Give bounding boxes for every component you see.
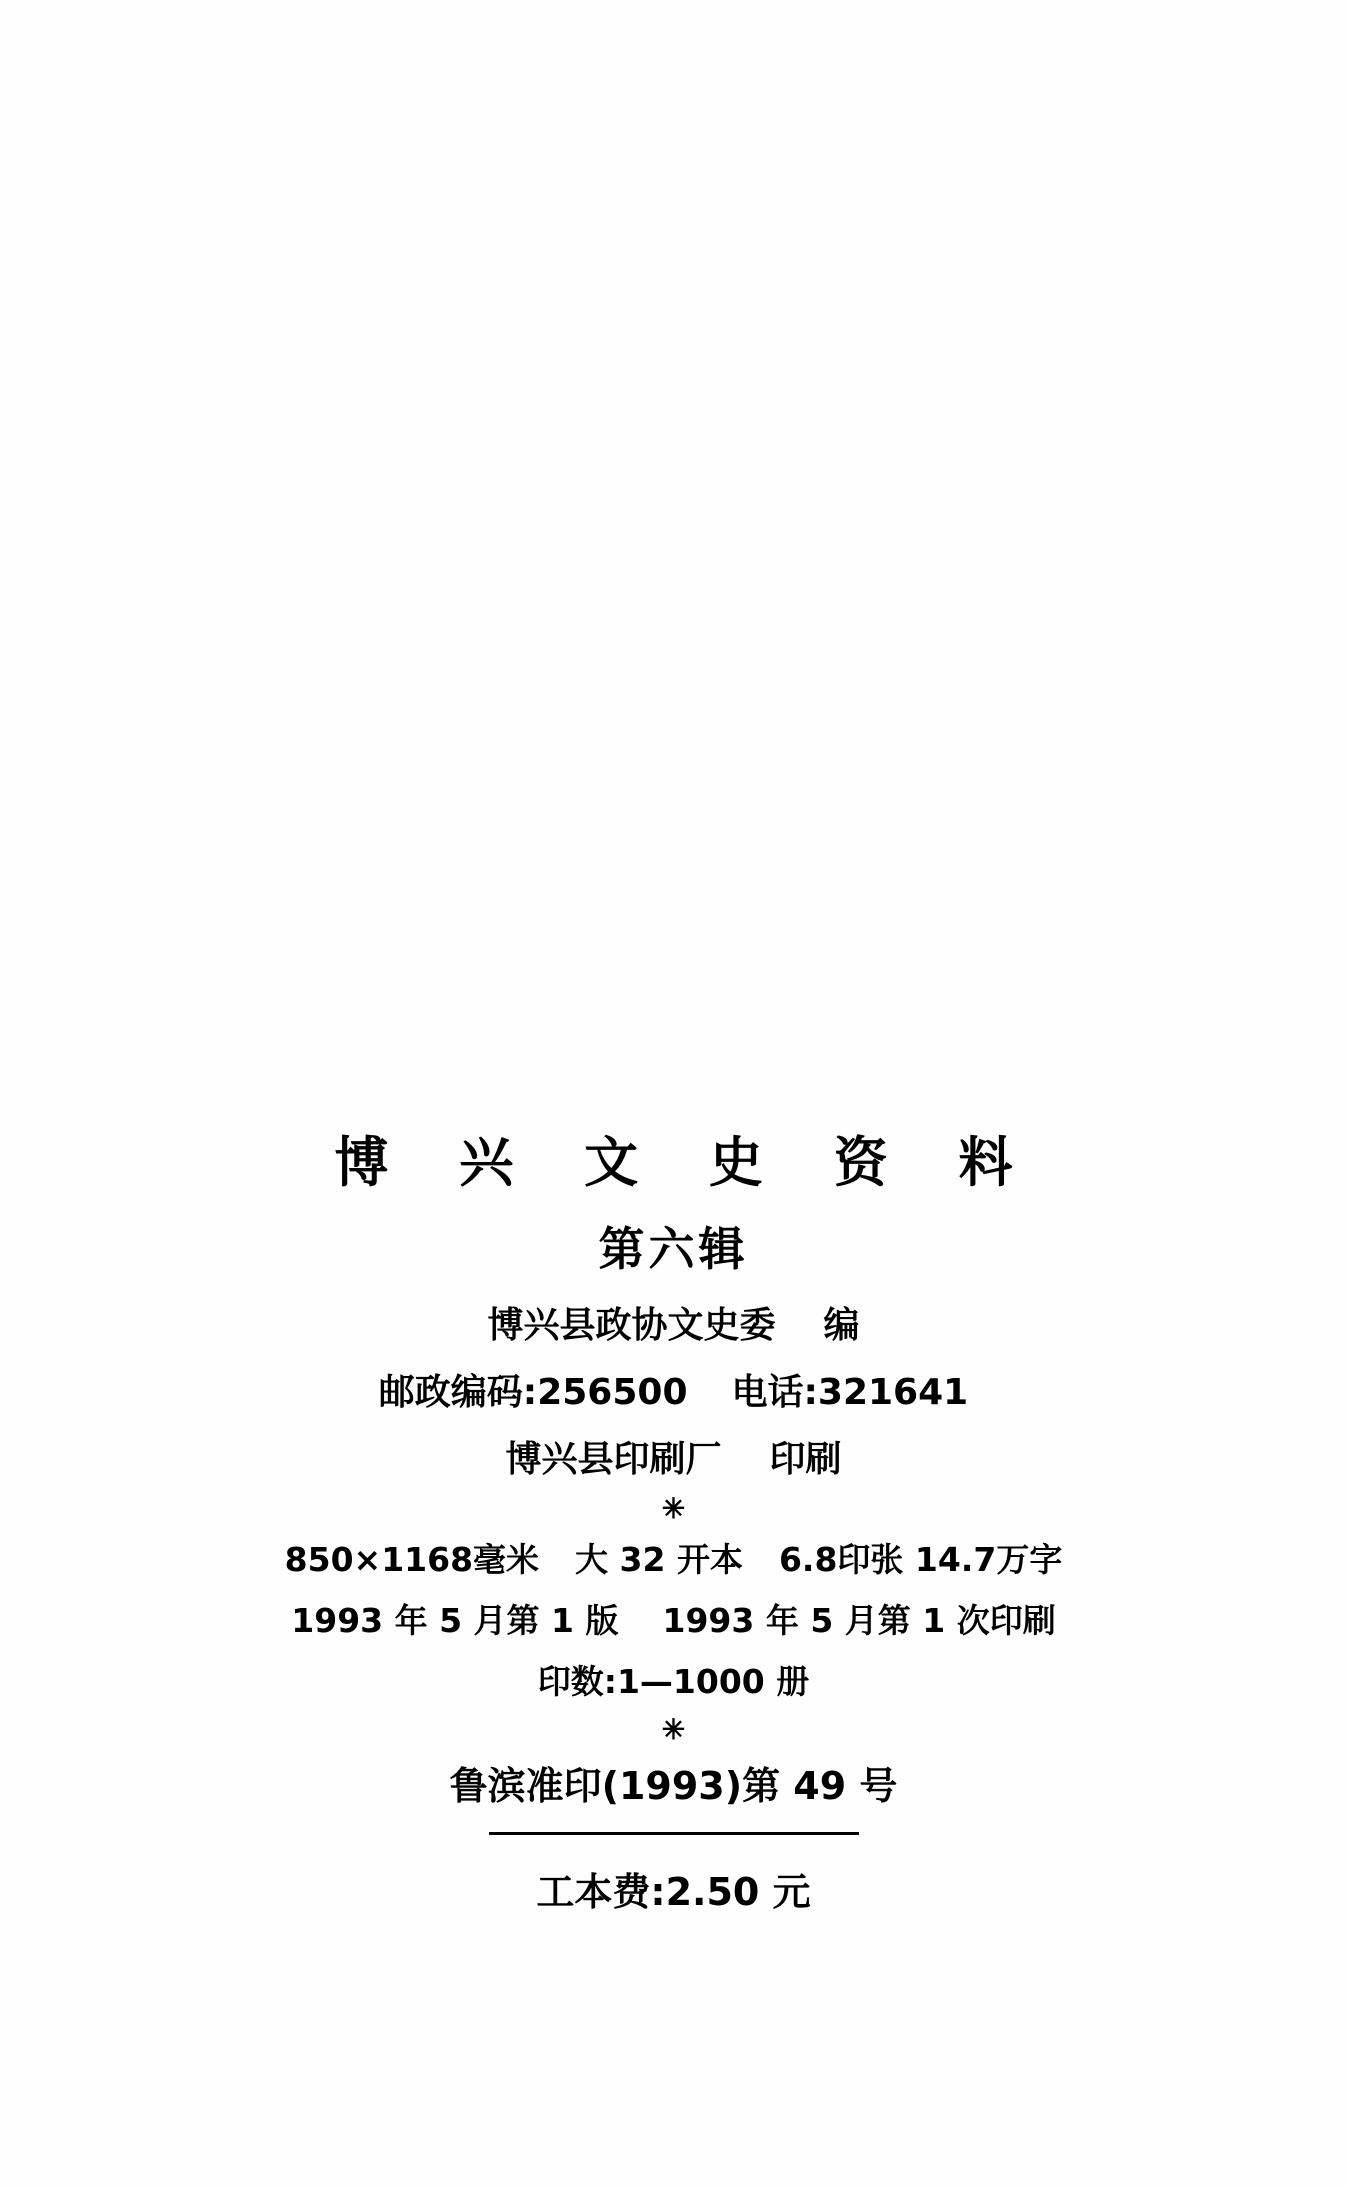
printing-role: 印刷 <box>769 1439 842 1480</box>
editor-role: 编 <box>823 1305 860 1346</box>
book-format: 大 32 开本 <box>575 1540 743 1579</box>
editor-line <box>0 1297 1347 1348</box>
print-date: 1993 年 5 月第 1 次印刷 <box>662 1601 1056 1640</box>
printing-house: 博兴县印刷厂 <box>505 1439 722 1480</box>
colophon-block <box>0 1120 1347 1916</box>
approval-number: 鲁滨准印(1993)第 49 号 <box>449 1764 898 1808</box>
horizontal-rule <box>489 1832 859 1835</box>
book-title: 博 兴 文 史 资 料 <box>334 1131 1039 1194</box>
asterisk-divider-icon-2: ✳ <box>661 1713 686 1746</box>
edition-line <box>0 1595 1347 1642</box>
specification-line <box>0 1534 1347 1581</box>
price-label: 工本费:2.50 元 <box>536 1870 811 1914</box>
telephone: 电话:321641 <box>731 1372 969 1413</box>
print-run: 印数:1—1000 册 <box>537 1662 810 1701</box>
edition-date: 1993 年 5 月第 1 版 <box>291 1601 619 1640</box>
asterisk-divider-icon: ✳ <box>661 1492 686 1525</box>
printer-line <box>0 1431 1347 1482</box>
volume-number: 第六辑 <box>598 1222 749 1276</box>
sheets-and-words: 6.8印张 14.7万字 <box>778 1540 1063 1579</box>
editor-organization: 博兴县政协文史委 <box>487 1305 776 1346</box>
paper-size: 850×1168毫米 <box>284 1540 540 1579</box>
postal-code: 邮政编码:256500 <box>378 1372 688 1413</box>
contact-line <box>0 1364 1347 1415</box>
